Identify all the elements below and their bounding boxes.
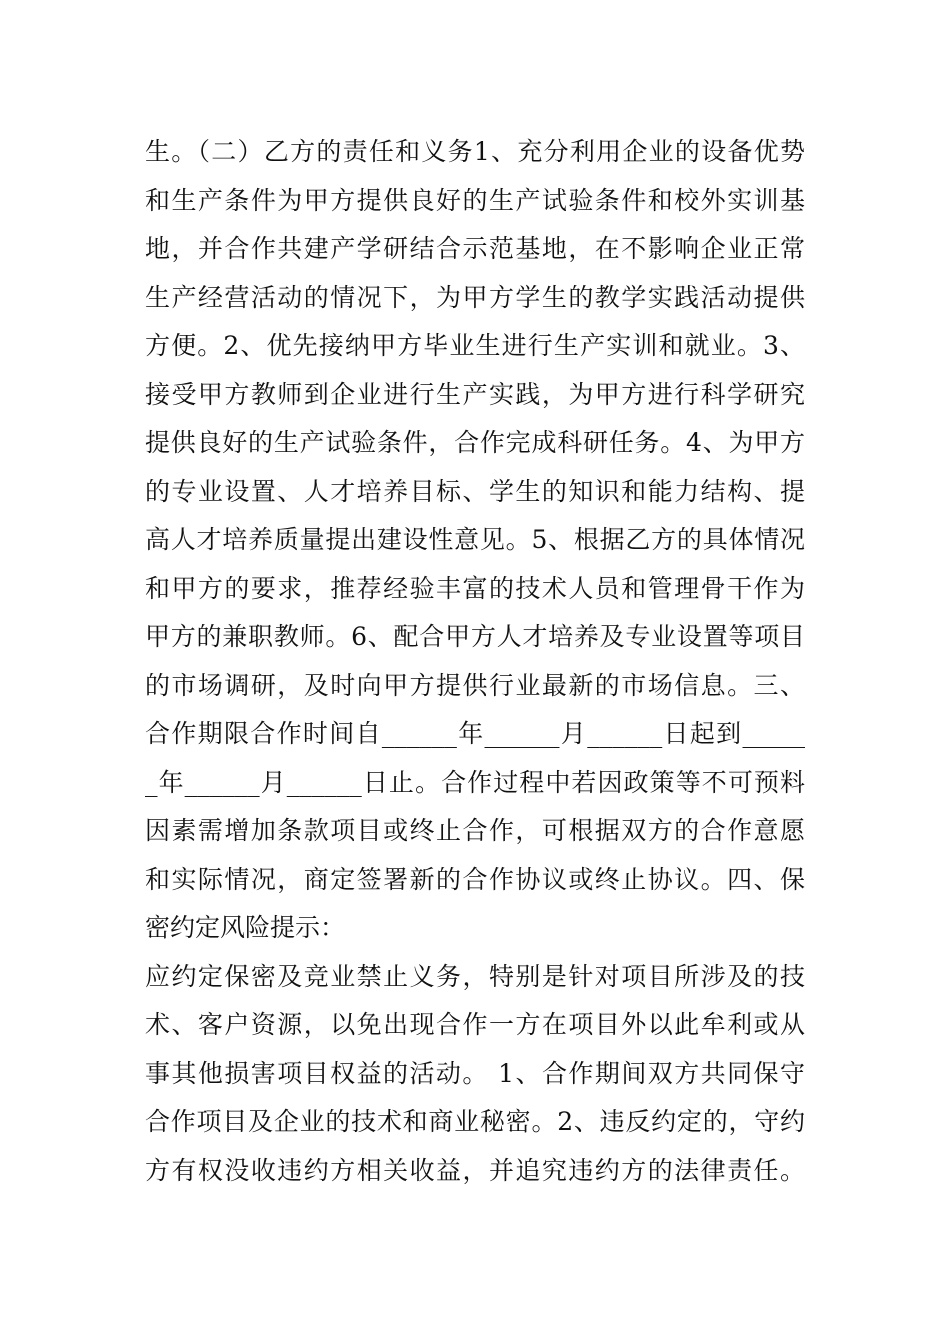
text-line: 和生产条件为甲方提供良好的生产试验条件和校外实训基 [145,185,805,215]
text-line: 方有权没收违约方相关收益，并追究违约方的法律责任。 [145,1155,805,1185]
document-page [145,128,805,1195]
text-line: 的市场调研，及时向甲方提供行业最新的市场信息。三、 [145,670,805,700]
text-line: _年______月______日止。合作过程中若因政策等不可预料 [145,767,805,797]
text-line: 接受甲方教师到企业进行生产实践，为甲方进行科学研究 [145,379,805,409]
text-line: 应约定保密及竞业禁止义务，特别是针对项目所涉及的技 [145,961,805,991]
text-line: 和甲方的要求，推荐经验丰富的技术人员和管理骨干作为 [145,573,805,603]
text-line: 的专业设置、人才培养目标、学生的知识和能力结构、提 [145,476,805,506]
text-line: 甲方的兼职教师。6、配合甲方人才培养及专业设置等项目 [145,622,805,651]
text-line: 和实际情况，商定签署新的合作协议或终止协议。四、保 [145,864,805,894]
text-line: 高人才培养质量提出建设性意见。5、根据乙方的具体情况 [145,525,805,554]
text-line: 合作项目及企业的技术和商业秘密。2、违反约定的，守约 [145,1107,805,1136]
text-line: 合作期限合作时间自______年______月______日起到_____ [145,719,805,748]
text-line: 因素需增加条款项目或终止合作，可根据双方的合作意愿 [145,816,805,845]
text-line: 事其他损害项目权益的活动。 1、合作期间双方共同保守 [145,1058,805,1088]
text-line: 地，并合作共建产学研结合示范基地，在不影响企业正常 [145,234,805,263]
text-line: 密约定风险提示： [145,913,346,942]
text-line: 生。（二）乙方的责任和义务1、充分利用企业的设备优势 [145,137,805,166]
text-line: 提供良好的生产试验条件，合作完成科研任务。4、为甲方 [145,428,805,457]
text-line: 方便。2、优先接纳甲方毕业生进行生产实训和就业。3、 [145,331,805,360]
text-line: 术、客户资源，以免出现合作一方在项目外以此牟利或从 [145,1010,805,1039]
text-line: 生产经营活动的情况下，为甲方学生的教学实践活动提供 [145,282,805,312]
